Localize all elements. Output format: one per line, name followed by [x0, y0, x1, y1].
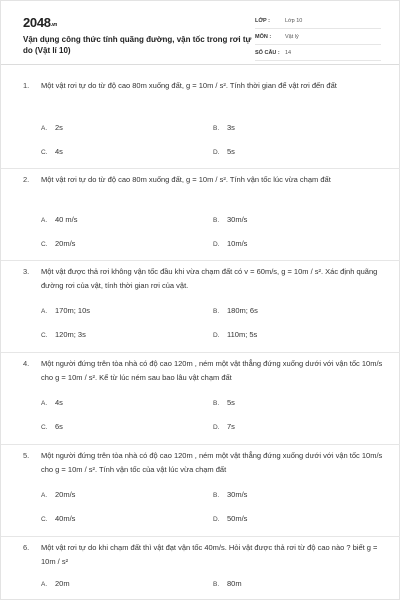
question-1: [1, 75, 400, 169]
option-text: 50m/s: [227, 514, 248, 523]
option-c[interactable]: [41, 514, 75, 523]
option-letter: C.: [41, 516, 48, 523]
question-3: [1, 261, 400, 353]
option-c[interactable]: [41, 147, 63, 156]
option-d[interactable]: [213, 239, 247, 248]
question-text: Một vật được thả rơi không vận tốc đầu khi vừa chạm đất có v = 60m/s, g = 10m / s². Xác định quãng đường rơi của vật, tính thời gian rơi của vật.: [41, 267, 378, 290]
option-text: 110m; 5s: [227, 330, 258, 339]
option-d[interactable]: [213, 330, 257, 339]
question-text: Một vật rơi tự do khi chạm đất thì vật đạt vận tốc 40m/s. Hỏi vật được thả rơi từ độ cao nào ? biết g = 10m / s²: [41, 543, 378, 566]
question-number: 1.: [23, 81, 30, 90]
option-letter: D.: [213, 424, 220, 431]
option-text: 5s: [227, 147, 235, 156]
meta-label-count: SỐ CÂU :: [255, 50, 280, 56]
option-d[interactable]: [213, 422, 235, 431]
option-text: 170m; 10s: [55, 306, 91, 315]
option-a[interactable]: [41, 215, 78, 224]
option-letter: A.: [41, 125, 48, 132]
option-letter: C.: [41, 241, 48, 248]
option-letter: D.: [213, 516, 220, 523]
option-letter: A.: [41, 308, 48, 315]
option-letter: C.: [41, 149, 48, 156]
option-b[interactable]: [213, 215, 247, 224]
question-4: [1, 353, 400, 445]
option-b[interactable]: [213, 123, 235, 132]
option-letter: C.: [41, 424, 48, 431]
option-a[interactable]: [41, 579, 70, 588]
option-b[interactable]: [213, 306, 258, 315]
option-text: 6s: [55, 422, 63, 431]
option-text: 4s: [55, 147, 63, 156]
meta-value-class: Lớp 10: [285, 18, 303, 24]
option-text: 30m/s: [227, 215, 248, 224]
option-c[interactable]: [41, 239, 75, 248]
question-2: [1, 169, 400, 261]
meta-value-subject: Vật lý: [285, 34, 299, 40]
question-text: Một vật rơi tự do từ độ cao 80m xuống đất, g = 10m / s². Tính vận tốc lúc vừa chạm đất: [41, 175, 331, 184]
option-letter: D.: [213, 149, 220, 156]
option-d[interactable]: [213, 147, 235, 156]
question-5: [1, 445, 400, 537]
question-number: 4.: [23, 359, 30, 368]
option-d[interactable]: [213, 514, 247, 523]
option-text: 10m/s: [227, 239, 248, 248]
logo-main: 2048: [23, 15, 51, 30]
option-letter: B.: [213, 308, 220, 315]
question-text: Một người đứng trên tòa nhà có độ cao 120m , ném một vật thẳng đứng xuống dưới với vận tốc 10m/s cho g = 10m / s². Tính vận tốc của vật lúc vừa chạm đất: [41, 451, 383, 474]
option-a[interactable]: [41, 123, 63, 132]
option-text: 40 m/s: [55, 215, 78, 224]
option-a[interactable]: [41, 490, 75, 499]
worksheet-meta: [255, 15, 381, 63]
meta-label-subject: MÔN :: [255, 34, 272, 40]
meta-row-subject: [255, 31, 381, 45]
option-letter: B.: [213, 492, 220, 499]
option-letter: A.: [41, 217, 48, 224]
option-text: 20m/s: [55, 239, 76, 248]
question-text: Một người đứng trên tòa nhà có độ cao 120m , ném một vật thẳng đứng xuống dưới với vận tốc 10m/s cho g = 10m / s². Kể từ lúc ném sau bao lâu vật chạm đất: [41, 359, 383, 382]
option-b[interactable]: [213, 490, 247, 499]
option-letter: A.: [41, 400, 48, 407]
question-number: 3.: [23, 267, 30, 276]
option-text: 120m; 3s: [55, 330, 86, 339]
option-text: 30m/s: [227, 490, 248, 499]
worksheet-header: [1, 1, 399, 65]
option-c[interactable]: [41, 422, 63, 431]
option-letter: B.: [213, 581, 220, 588]
option-a[interactable]: [41, 398, 63, 407]
option-a[interactable]: [41, 306, 90, 315]
option-letter: B.: [213, 217, 220, 224]
option-text: 40m/s: [55, 514, 76, 523]
option-letter: A.: [41, 492, 48, 499]
option-text: 4s: [55, 398, 63, 407]
worksheet-title: Vận dụng công thức tính quãng đường, vận tốc trong rơi tự do (Vật lí 10): [23, 35, 252, 55]
meta-value-count: 14: [285, 50, 292, 56]
meta-row-class: [255, 15, 381, 29]
option-text: 3s: [227, 123, 235, 132]
question-number: 2.: [23, 175, 30, 184]
question-number: 6.: [23, 543, 30, 552]
question-text: Một vật rơi tự do từ độ cao 80m xuống đất, g = 10m / s². Tính thời gian để vật rơi đến đất: [41, 81, 337, 90]
question-number: 5.: [23, 451, 30, 460]
option-letter: B.: [213, 400, 220, 407]
option-letter: B.: [213, 125, 220, 132]
option-letter: A.: [41, 581, 48, 588]
option-letter: C.: [41, 332, 48, 339]
option-c[interactable]: [41, 330, 86, 339]
question-6: [1, 537, 400, 600]
option-text: 20m: [55, 579, 70, 588]
site-logo[interactable]: [23, 15, 57, 30]
option-text: 7s: [227, 422, 235, 431]
meta-row-count: [255, 47, 381, 61]
option-b[interactable]: [213, 579, 242, 588]
option-text: 180m; 6s: [227, 306, 258, 315]
option-b[interactable]: [213, 398, 235, 407]
option-text: 2s: [55, 123, 63, 132]
meta-label-class: LỚP :: [255, 18, 270, 24]
logo-sub: .vn: [50, 22, 58, 28]
option-text: 80m: [227, 579, 242, 588]
option-text: 20m/s: [55, 490, 76, 499]
option-letter: D.: [213, 332, 220, 339]
option-text: 5s: [227, 398, 235, 407]
option-letter: D.: [213, 241, 220, 248]
